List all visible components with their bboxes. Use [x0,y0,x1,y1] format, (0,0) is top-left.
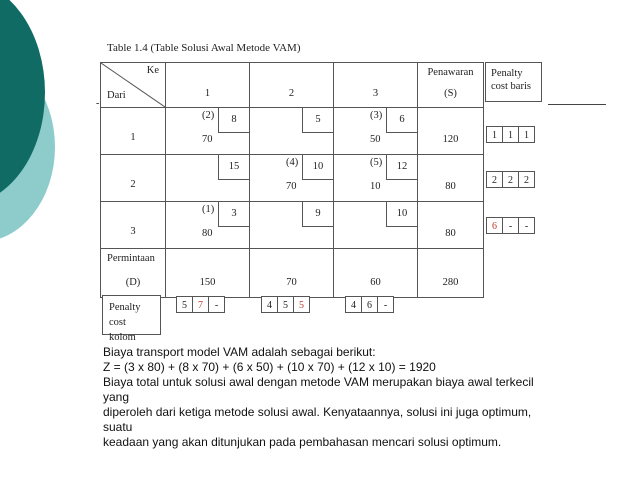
paragraph-line: Biaya total untuk solusi awal dengan metode VAM merupakan biaya awal terkecil [103,375,534,389]
cost-box: 3 [218,202,249,227]
table-cell [334,108,418,155]
paragraph-line: suatu [103,420,133,434]
penalty-col-header-line2: cost kolom [109,317,136,343]
allocation-value: 10 [370,181,381,192]
table-cell [166,108,250,155]
penalty-col-values [176,296,225,313]
row-label [101,202,166,249]
penalty-value: - [502,217,519,234]
penalty-row-header-line1: Penalty [491,68,523,79]
penalty-value: 1 [502,126,519,143]
penalty-col-header-line1: Penalty [109,302,141,313]
penalty-value: 1 [518,126,535,143]
demand-value: 60 [370,277,381,288]
demand-value: 70 [286,277,297,288]
table-cell [166,202,250,249]
penalty-value: 5 [277,296,294,313]
penalty-value-max: 5 [293,296,310,313]
demand-total-cell [418,249,484,298]
column-header-label: 2 [288,88,295,99]
demand-label [101,249,166,298]
penalty-value-max: 6 [486,217,503,234]
penalty-value: - [518,217,535,234]
penalty-row-values [486,126,535,143]
cost-box: 5 [302,108,333,133]
penalty-value: 2 [518,171,535,188]
corner-cell [101,63,166,108]
allocation-value: 50 [370,134,381,145]
cost-box: 10 [386,202,417,227]
penalty-col-values [345,296,394,313]
supply-value: 120 [442,134,459,145]
row-label-text: 1 [130,132,136,143]
allocation-value: 70 [286,181,297,192]
dash-mark: - [96,98,100,109]
allocation-order: (5) [370,157,383,168]
column-header-label: 1 [204,88,211,99]
column-header [334,63,418,108]
table-title: Table 1.4 (Table Solusi Awal Metode VAM) [107,42,301,54]
allocation-order: (4) [286,157,299,168]
supply-cell [418,155,484,202]
row-label [101,155,166,202]
penalty-row-header-line2: cost baris [491,81,531,92]
supply-header-line2: (S) [444,88,457,99]
supply-value: 80 [445,181,456,192]
cost-box: 12 [386,155,417,180]
table-cell [334,155,418,202]
explanation-paragraph [103,345,603,450]
penalty-value: 2 [502,171,519,188]
paragraph-line: Biaya transport model VAM adalah sebagai berikut: [103,345,376,359]
row-label [101,108,166,155]
table-cell [334,202,418,249]
allocation-value: 80 [202,228,213,239]
row-label-text: 3 [130,226,136,237]
penalty-value: 4 [261,296,278,313]
penalty-value-max: 7 [192,296,209,313]
demand-value: 150 [199,277,216,288]
paragraph-line: diperoleh dari ketiga metode solusi awal. Kenyataannya, solusi ini juga optimum, [103,405,532,419]
table-row [101,202,484,249]
cost-box: 10 [302,155,333,180]
cost-box: 15 [218,155,249,180]
table-row [101,155,484,202]
supply-cell [418,202,484,249]
column-header [250,63,334,108]
penalty-value: 2 [486,171,503,188]
demand-label-line2: (D) [125,277,141,288]
allocation-order: (2) [202,110,215,121]
cost-box: 6 [386,108,417,133]
cost-box: 8 [218,108,249,133]
supply-header-line1: Penawaran [427,67,474,78]
penalty-value: 6 [361,296,378,313]
demand-cell [334,249,418,298]
table-cell [250,202,334,249]
table-header-row [101,63,484,108]
column-header [166,63,250,108]
penalty-row-values [486,171,535,188]
demand-cell [166,249,250,298]
paragraph-line: yang [103,390,130,404]
penalty-value: 4 [345,296,362,313]
table-row [101,108,484,155]
penalty-value: 5 [176,296,193,313]
allocation-order: (1) [202,204,215,215]
table-cell [250,108,334,155]
table-cell [166,155,250,202]
demand-cell [250,249,334,298]
penalty-value: - [377,296,394,313]
demand-label-line1: Permintaan [107,253,155,264]
row-divider-line [548,104,606,105]
penalty-row-values [486,217,535,234]
row-label-text: 2 [130,179,136,190]
paragraph-line: keadaan yang akan ditunjukan pada pembahasan mencari solusi optimum. [103,435,502,449]
cost-box: 9 [302,202,333,227]
allocation-order: (3) [370,110,383,121]
corner-label-dari: Dari [107,90,126,101]
column-header-label: 3 [372,88,379,99]
paragraph-line: Z = (3 x 80) + (8 x 70) + (6 x 50) + (10 x 70) + (12 x 10) = 1920 [103,360,436,374]
vam-solution-table [100,62,484,298]
penalty-col-values [261,296,310,313]
penalty-row-header [485,62,542,102]
demand-row [101,249,484,298]
penalty-value: 1 [486,126,503,143]
penalty-value: - [208,296,225,313]
allocation-value: 70 [202,134,213,145]
supply-cell [418,108,484,155]
penalty-col-header [102,295,161,343]
supply-value: 80 [445,228,456,239]
demand-total: 280 [442,277,459,288]
supply-header [418,63,484,108]
corner-label-ke: Ke [146,65,159,76]
table-cell [250,155,334,202]
